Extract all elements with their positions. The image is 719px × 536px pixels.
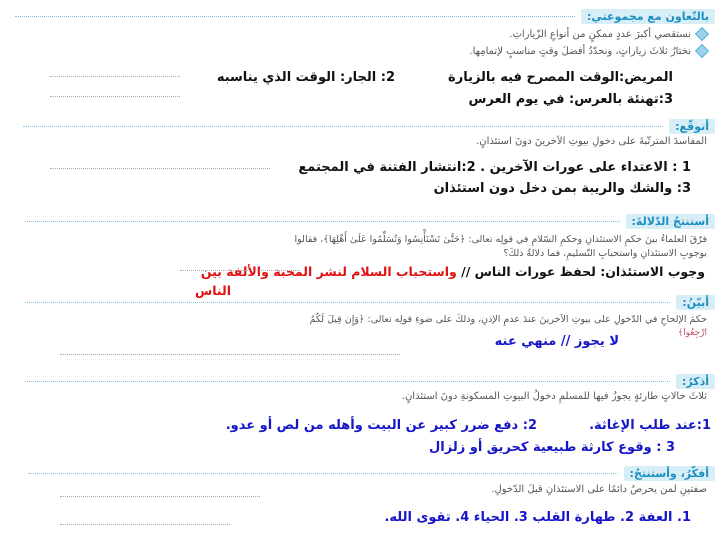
collab-answer-line1-b: 2: الجار: الوقت الذي يناسبه	[216, 70, 395, 85]
section-divider	[25, 302, 670, 303]
section-header-deduce	[25, 211, 715, 231]
deduce-answer-red: واستحباب السلام لنشر المحبة والألفة بين	[200, 264, 457, 279]
section-divider	[25, 221, 620, 222]
collab-bullet-1: نستقصي أكبرَ عددٍ ممكنٍ من أنواعِ الزّياراتِ.	[509, 29, 707, 40]
deduce-question-line2: بوجوبِ الاستئذانِ واستحبابِ التّسليمِ، فما دلالةُ ذلكَ؟	[503, 248, 707, 259]
deduce-answer-line1	[201, 264, 705, 279]
deduce-answer-line2: الناس	[194, 283, 231, 298]
answer-dotted-line	[50, 96, 180, 97]
answer-dotted-line	[60, 496, 260, 497]
deduce-question-line1: فرّقَ العلماءُ بينَ حكمِ الاستئذانِ وحكمِ السّلامِ في قولِه تعالى: ﴿حَتَّىٰ تَسْتَأْنِسُوا وَتُسَلِّمُوا عَلَىٰ أَهْلِهَا﴾، فقالوا	[294, 234, 707, 245]
section-header-mention	[25, 371, 715, 391]
think-question: صفتينِ لمن يحرصُ دائمًا على الاستئذانِ قبلَ الدّخولِ.	[491, 484, 707, 495]
section-divider	[28, 473, 618, 474]
mention-answer-line1-b: 2: دفع ضرر كبير عن البيت وأهله من لص أو عدو.	[225, 418, 537, 433]
section-divider	[23, 126, 663, 127]
answer-dotted-line	[180, 270, 300, 271]
answer-dotted-line	[50, 168, 270, 169]
collab-answer-line2: 3:تهنئة بالعرس: في يوم العرس	[468, 92, 673, 107]
deduce-answer-black: وجوب الاستئذان: لحفظ عورات الناس //	[461, 264, 705, 279]
diamond-bullet-icon	[695, 44, 709, 58]
collab-bullet-2: نختارُ ثلاثَ زياراتٍ، ونحدّدُ أفضلَ وقتٍ مناسبٍ لإتمامِها.	[469, 46, 707, 57]
section-header-collab	[15, 6, 715, 26]
mention-question: ثلاثَ حالاتٍ طارئةٍ يجوزُ فيها للمسلمِ دخولُ البيوتِ المسكونةِ دونَ استئذانٍ.	[401, 391, 707, 402]
section-title-explain: أبيّنُ:	[676, 295, 715, 310]
section-title-expect: أتوقّع:	[669, 119, 715, 134]
section-title-deduce: أستنتجُ الدّلالةَ:	[626, 214, 715, 229]
expect-question: المفاسدَ المترتّبةَ على دخولِ بيوتِ الآخرينَ دونَ استئذانٍ.	[476, 136, 707, 147]
explain-verse-end: ارْجِعُوا﴾	[677, 328, 707, 338]
section-divider	[25, 381, 670, 382]
section-header-explain	[25, 292, 715, 312]
section-divider	[15, 16, 575, 17]
explain-question: حكمَ الإلحاحِ في الدّخولِ على بيوتِ الآخرينَ عندَ عدمِ الإذنِ، وذلكَ على ضوءِ قولِه تعالى: ﴿وَإِن قِيلَ لَكُمُ	[309, 314, 707, 325]
diamond-bullet-icon	[695, 27, 709, 41]
section-title-collab: بالتّعاون مع مجموعتي:	[581, 9, 715, 24]
mention-answer-line1-a: 1:عند طلب الإغاثة.	[589, 418, 711, 433]
section-title-mention: أذكرُ:	[676, 374, 715, 389]
expect-answer-line2: 3: والشك والريبة بمن دخل دون استئذان	[433, 181, 691, 196]
answer-dotted-line	[50, 76, 180, 77]
section-header-expect	[23, 116, 715, 136]
expect-answer-line1: 1 : الاعتداء على عورات الآخرين . 2:انتشار الفتنة في المجتمع	[298, 160, 691, 175]
mention-answer-line2: 3 : وقوع كارثة طبيعية كحريق أو زلزال	[429, 440, 675, 455]
explain-answer: لا يجوز // منهي عنه	[494, 334, 619, 349]
section-title-think: أفكّرُ، وأستنتجُ:	[624, 466, 715, 481]
think-answer: 1. العفة 2. طهارة القلب 3. الحياء 4. تقوى الله.	[384, 510, 691, 525]
answer-dotted-line	[60, 354, 400, 355]
collab-answer-line1-a: المريض:الوقت المصرح فيه بالزيارة	[448, 70, 673, 85]
section-header-think	[28, 463, 715, 483]
answer-dotted-line	[60, 524, 230, 525]
